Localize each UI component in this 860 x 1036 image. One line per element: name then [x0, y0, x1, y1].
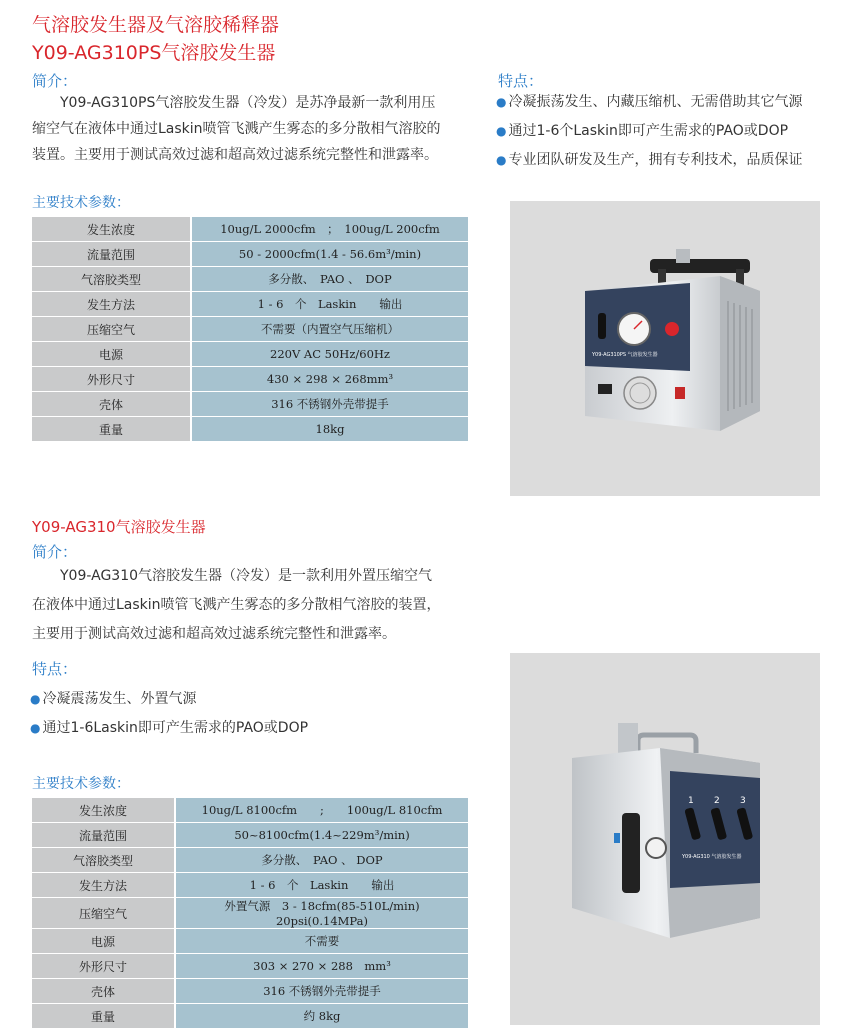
product2-intro-text: [32, 562, 472, 649]
table-row: 发生方法 1 - 6 个 Laskin 输出: [32, 292, 468, 317]
table-row: 发生浓度 10ug/L 2000cfm ； 100ug/L 200cfm: [32, 217, 468, 242]
table-row: 发生浓度 10ug/L 8100cfm ; 100ug/L 810cfm: [32, 798, 468, 823]
aerosol-generator-ps-image: [510, 201, 820, 496]
product2-specs-heading: 主要技术参数：: [32, 776, 130, 792]
product1-intro-line: 装置。主要用于测试高效过滤和超高效过滤系统完整性和泄露率。: [32, 147, 438, 163]
table-row: 流量范围 50 - 2000cfm(1.4 - 56.6m³/min): [32, 242, 468, 267]
product2-intro-line: Y09-AG310气溶胶发生器（冷发）是一款利用外置压缩空气: [60, 568, 433, 584]
feature-item: ● 通过1-6个Laskin即可产生需求的PAO或DOP: [496, 123, 789, 139]
knob-label: 1: [688, 796, 694, 806]
device-label: Y09-AG310PS 气溶胶发生器: [592, 352, 658, 358]
product2-spec-table: [32, 798, 468, 1029]
product1-intro-line: Y09-AG310PS气溶胶发生器（冷发）是苏净最新一款利用压: [60, 95, 436, 111]
bullet-icon: ●: [496, 124, 507, 138]
product2-intro-line: 主要用于测试高效过滤和超高效过滤系统完整性和泄露率。: [32, 626, 396, 642]
product1-intro-text: [32, 90, 472, 168]
product2-intro-line: 在液体中通过Laskin喷管飞溅产生雾态的多分散相气溶胶的装置，: [32, 597, 441, 613]
product1-spec-table: [32, 217, 468, 442]
table-row: 外形尺寸 430 × 298 × 268mm³: [32, 367, 468, 392]
product1-features-list: [496, 88, 802, 175]
feature-item: ● 通过1-6Laskin即可产生需求的PAO或DOP: [30, 720, 309, 736]
table-row: 流量范围 50~8100cfm(1.4~229m³/min): [32, 823, 468, 848]
bullet-icon: ●: [496, 95, 507, 109]
bullet-icon: ●: [496, 153, 507, 167]
table-row: 壳体 316 不锈钢外壳带提手: [32, 979, 468, 1004]
product1-specs-heading: 主要技术参数：: [32, 195, 130, 211]
device-label: Y09-AG310 气溶胶发生器: [682, 854, 742, 860]
table-row: 气溶胶类型 多分散、 PAO 、 DOP: [32, 267, 468, 292]
product2-features-heading: 特点：: [32, 660, 78, 678]
table-row: 重量 约 8kg: [32, 1004, 468, 1029]
feature-item: ● 专业团队研发及生产，拥有专利技术，品质保证: [496, 152, 803, 168]
bullet-icon: ●: [30, 721, 41, 735]
product1-features-heading: 特点：: [498, 72, 544, 90]
table-row: 重量 18kg: [32, 417, 468, 442]
table-row: 压缩空气 外置气源 3 - 18cfm(85-510L/min) 20psi(0.14MPa): [32, 898, 468, 929]
knob-label: 3: [740, 796, 746, 806]
product2-intro-heading: 简介：: [32, 543, 78, 561]
table-row: 电源 不需要: [32, 929, 468, 954]
product1-photo: [510, 201, 820, 496]
page-title: 气溶胶发生器及气溶胶稀释器: [32, 14, 280, 36]
table-row: 气溶胶类型 多分散、 PAO 、 DOP: [32, 848, 468, 873]
feature-item: ● 冷凝震荡发生、外置气源: [30, 691, 197, 707]
product1-intro-line: 缩空气在液体中通过Laskin喷管飞溅产生雾态的多分散相气溶胶的: [32, 121, 441, 137]
table-row: 电源 220V AC 50Hz/60Hz: [32, 342, 468, 367]
product2-photo: [510, 653, 820, 1025]
table-row: 壳体 316 不锈钢外壳带提手: [32, 392, 468, 417]
product2-features-list: [30, 685, 308, 743]
aerosol-generator-image: [510, 653, 820, 1025]
table-row: 压缩空气 不需要（内置空气压缩机）: [32, 317, 468, 342]
product2-title: Y09-AG310气溶胶发生器: [32, 518, 206, 536]
product1-title: Y09-AG310PS气溶胶发生器: [32, 42, 276, 64]
table-row: 发生方法 1 - 6 个 Laskin 输出: [32, 873, 468, 898]
feature-item: ● 冷凝振荡发生、内藏压缩机、无需借助其它气源: [496, 94, 803, 110]
bullet-icon: ●: [30, 692, 41, 706]
table-row: 外形尺寸 303 × 270 × 288 mm³: [32, 954, 468, 979]
product1-intro-heading: 简介：: [32, 72, 78, 90]
knob-label: 2: [714, 796, 720, 806]
